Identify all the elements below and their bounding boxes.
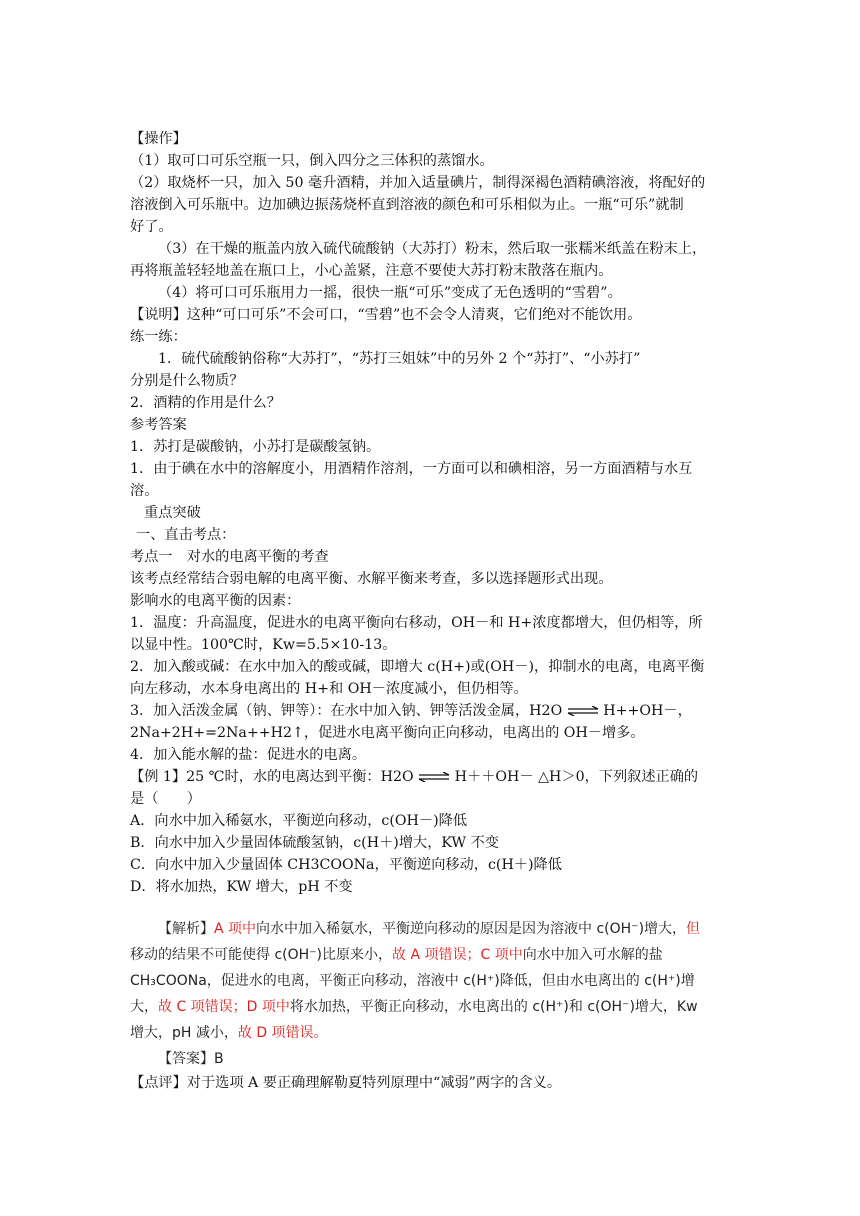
answer-line: 【答案】B (158, 1051, 224, 1067)
question-1-line-2: 分别是什么物质？ (130, 373, 244, 389)
answer-2-line-1: 1．由于碘在水中的溶解度小，用酒精作溶剂，一方面可以和碘相溶，另一方面酒精与水互 (130, 461, 693, 477)
analysis-red-text: 故 D 项错误。 (237, 1025, 328, 1041)
analysis-line-2 (130, 942, 735, 968)
equilibrium-arrow-icon (418, 772, 450, 782)
analysis-text: 增大，pH 减小， (130, 1025, 238, 1041)
step-1: （1）取可口可乐空瓶一只，倒入四分之三体积的蒸馏水。 (130, 153, 494, 169)
analysis-red-text: 但 (686, 921, 701, 937)
option-a: A．向水中加入稀氨水，平衡逆向移动，c(OH－)降低 (130, 813, 468, 829)
analysis-text: 移动的结果不可能使得 c(OH⁻)比原来小， (130, 947, 393, 963)
document-body (130, 128, 735, 1094)
example-1-line-2: 是（ ） (130, 791, 201, 807)
step-2-line-2: 溶液倒入可乐瓶中。边加碘边振荡烧杯直到溶液的颜色和可乐相似为止。一瓶“可乐”就制 (130, 197, 684, 213)
factor-2-line-1: 2．加入酸或碱：在水中加入的酸或碱，即增大 c(H+)或(OH－)，抑制水的电离，电离平衡 (130, 659, 705, 675)
factor-3-line-2: 2Na+2H+=2Na++H2↑，促进水电离平衡向正向移动，电离出的 OH－增多。 (130, 725, 645, 741)
step-2-line-3: 好了。 (130, 219, 173, 235)
analysis-red-text: 故 C 项错误；D 项中 (158, 999, 290, 1015)
analysis-text: CH₃COONa，促进水的电离，平衡正向移动，溶液中 c(H⁺)降低，但由水电离出的 c(H⁺)增 (130, 973, 695, 989)
factor-3-line-1 (130, 700, 735, 722)
analysis-label: 【解析】 (158, 921, 214, 937)
reference-answer-heading: 参考答案 (130, 417, 187, 433)
step-3-line-1: （3）在干燥的瓶盖内放入硫代硫酸钠（大苏打）粉末，然后取一张糯米纸盖在粉末上， (158, 241, 707, 257)
question-2: 2．酒精的作用是什么？ (130, 395, 281, 411)
comment-line: 【点评】对于选项 A 要正确理解勒夏特列原理中“减弱”两字的含义。 (130, 1075, 562, 1091)
step-4: （4）将可口可乐瓶用力一摇，很快一瓶“可乐”变成了无色透明的“雪碧”。 (158, 285, 622, 301)
analysis-text: 大， (130, 999, 158, 1015)
exam-point-desc: 该考点经常结合弱电解的电离平衡、水解平衡来考查，多以选择题形式出现。 (130, 571, 613, 587)
factor-3-text-b: H++OH－， (603, 703, 692, 719)
analysis-red-text: A 项中 (214, 921, 257, 937)
analysis-text: 向水中加入可水解的盐 (522, 947, 663, 963)
factor-1-line-2: 以显中性。100℃时，Kw=5.5×10-13。 (130, 637, 397, 653)
analysis-text: 将水加热，平衡正向移动，水电离出的 c(H⁺)和 c(OH⁻)增大，Kw (289, 999, 698, 1015)
factors-heading: 影响水的电离平衡的因素： (130, 593, 301, 609)
answer-2-line-2: 溶。 (130, 483, 159, 499)
practice-heading: 练一练： (130, 329, 187, 345)
option-c: C．向水中加入少量固体 CH3COONa，平衡逆向移动，c(H＋)降低 (130, 857, 562, 873)
factor-2-line-2: 向左移动，水本身电离出的 H+和 OH－浓度减小，但仍相等。 (130, 681, 528, 697)
exam-point-1: 考点一 对水的电离平衡的考查 (130, 549, 329, 565)
question-1-line-1: 1．硫代硫酸钠俗称“大苏打”，“苏打三姐妹”中的另外 2 个“苏打”、“小苏打” (158, 351, 641, 367)
factor-4: 4．加入能水解的盐：促进水的电离。 (130, 747, 367, 763)
example-1-text-a: 【例 1】25 ℃时，水的电离达到平衡：H2O (130, 769, 414, 785)
analysis-line-4 (130, 994, 735, 1020)
key-points-heading: 重点突破 (144, 505, 201, 521)
factor-3-text-a: 3．加入活泼金属（钠、钾等）：在水中加入钠、钾等活泼金属，H2O (130, 703, 563, 719)
step-3-line-2: 再将瓶盖轻轻地盖在瓶口上，小心盖紧，注意不要使大苏打粉末散落在瓶内。 (130, 263, 613, 279)
analysis-line-3 (130, 968, 735, 994)
option-b: B．向水中加入少量固体硫酸氢钠，c(H＋)增大，KW 不变 (130, 835, 499, 851)
section-heading: 一、直击考点： (136, 527, 236, 543)
analysis-line-5 (130, 1020, 735, 1046)
analysis-line-1 (130, 916, 735, 942)
example-1-text-b: H＋＋OH－ △H＞0，下列叙述正确的 (454, 769, 699, 785)
step-2-line-1: （2）取烧杯一只，加入 50 毫升酒精，并加入适量碘片，制得深褐色酒精碘溶液，将配好的 (130, 175, 706, 191)
analysis-block (130, 916, 735, 1072)
note: 【说明】这种“可口可乐”不会可口，“雪碧”也不会令人清爽，它们绝对不能饮用。 (130, 307, 642, 323)
heading-operation: 【操作】 (130, 131, 187, 147)
analysis-text: 向水中加入稀氨水，平衡逆向移动的原因是因为溶液中 c(OH⁻)增大， (256, 921, 687, 937)
answer-1: 1．苏打是碳酸钠，小苏打是碳酸氢钠。 (130, 439, 381, 455)
factor-1-line-1: 1．温度：升高温度，促进水的电离平衡向右移动，OH－和 H+浓度都增大，但仍相等，所 (130, 615, 703, 631)
option-d: D．将水加热，KW 增大，pH 不变 (130, 879, 353, 895)
equilibrium-arrow-icon (567, 706, 599, 716)
analysis-red-text: 故 A 项错误；C 项中 (392, 947, 523, 963)
example-1-line-1 (130, 766, 735, 788)
